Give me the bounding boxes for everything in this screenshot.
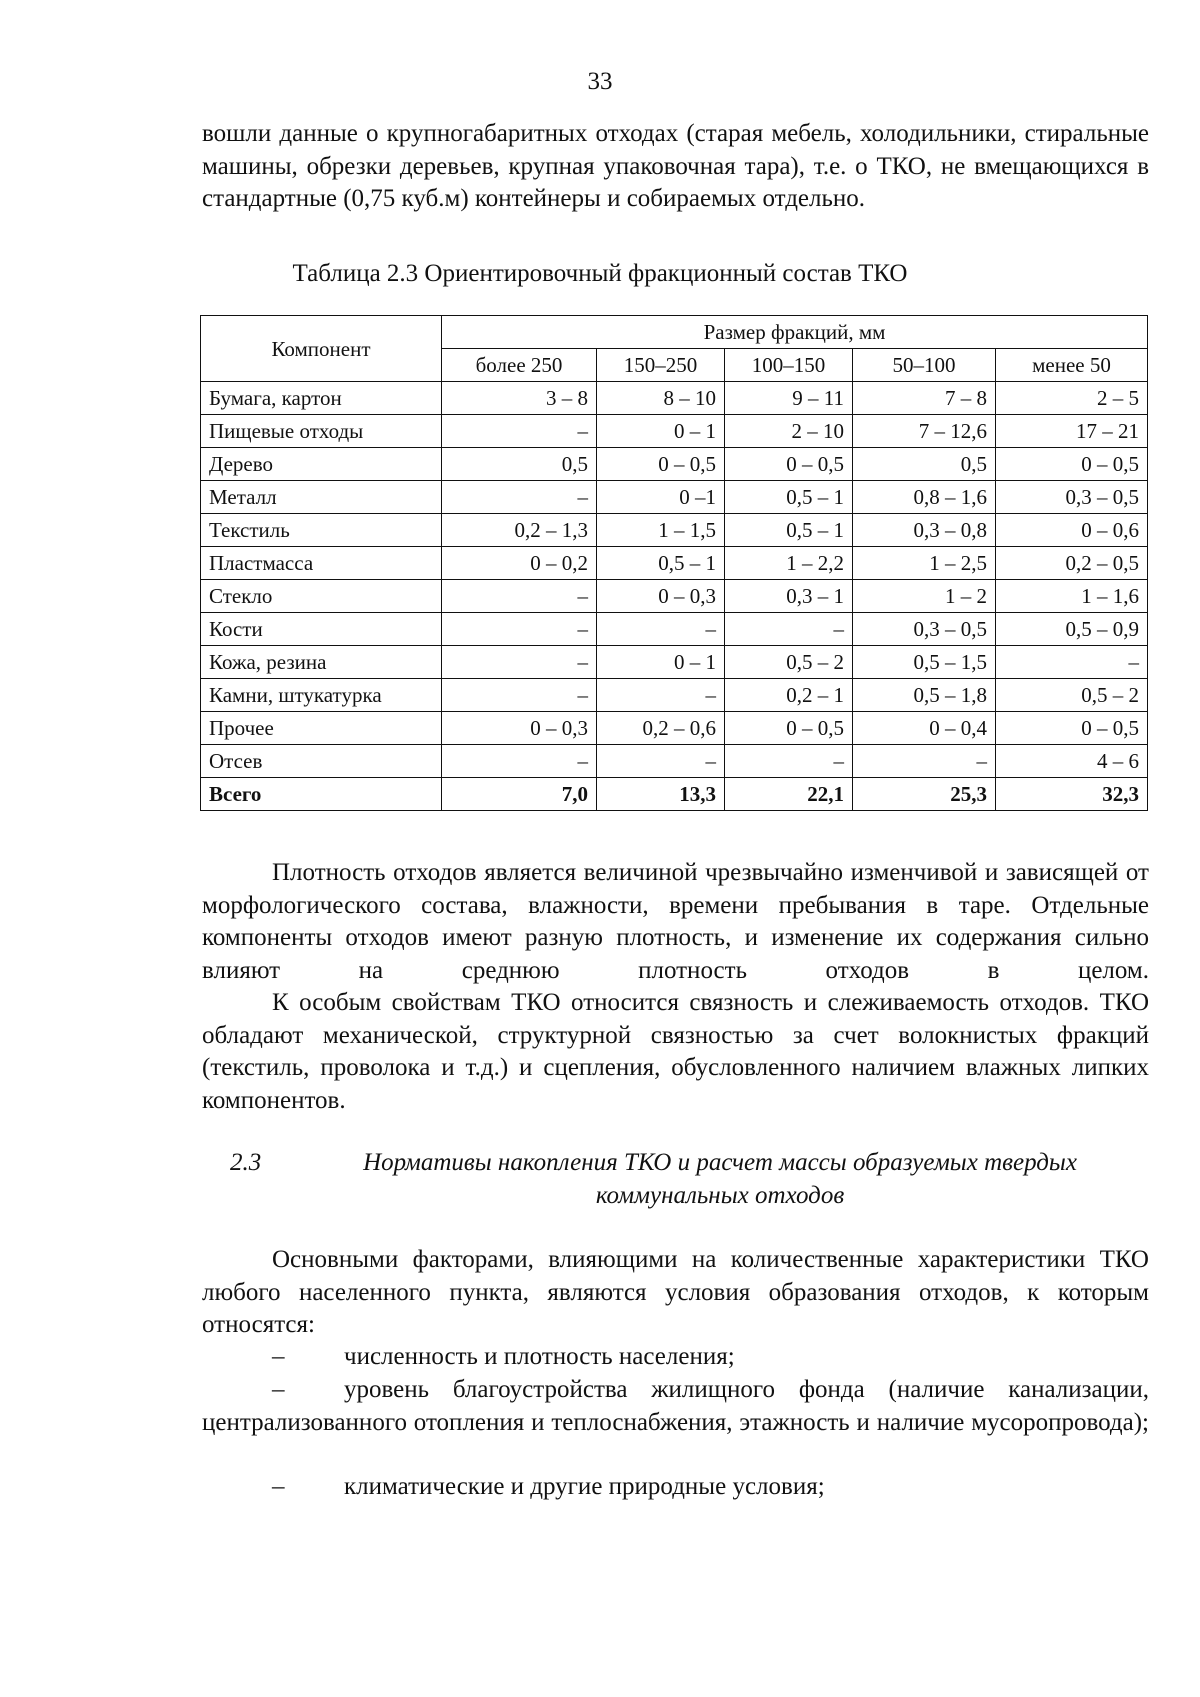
fraction-value: – — [442, 613, 597, 646]
total-row — [201, 778, 1148, 811]
fraction-value: 0,3 – 0,5 — [853, 613, 996, 646]
fraction-value: 0 – 0,5 — [725, 448, 853, 481]
column-header: 150–250 — [597, 349, 725, 382]
fraction-value: 0,5 — [853, 448, 996, 481]
fraction-size-header: Размер фракций, мм — [442, 316, 1148, 349]
component-name: Стекло — [201, 580, 442, 613]
fraction-value: 1 – 2 — [853, 580, 996, 613]
fraction-value: 0 – 0,5 — [996, 712, 1148, 745]
list-dash: – — [272, 1343, 285, 1370]
list-item-text: уровень благоустройства жилищного фонда (наличие канализации, централизованного отопления и теплоснабжения, этажность и наличие мусоропровода); — [202, 1376, 1149, 1436]
list-item-text: численность и плотность населения; — [344, 1343, 735, 1370]
table-caption: Таблица 2.3 Ориентировочный фракционный состав ТКО — [292, 260, 908, 287]
fraction-value: – — [996, 646, 1148, 679]
fraction-value: 7 – 8 — [853, 382, 996, 415]
component-name: Кости — [201, 613, 442, 646]
fraction-value: 9 – 11 — [725, 382, 853, 415]
component-name: Прочее — [201, 712, 442, 745]
component-name: Пищевые отходы — [201, 415, 442, 448]
fraction-value: 0,3 – 0,8 — [853, 514, 996, 547]
table-body — [201, 382, 1148, 811]
fraction-value: 22,1 — [725, 778, 853, 811]
column-header: менее 50 — [996, 349, 1148, 382]
fraction-value: 7 – 12,6 — [853, 415, 996, 448]
list-item — [202, 1471, 1149, 1504]
fraction-table — [200, 315, 1148, 811]
table-row — [201, 547, 1148, 580]
table-row — [201, 712, 1148, 745]
fraction-value: 0 – 0,6 — [996, 514, 1148, 547]
fraction-value: 0 – 0,4 — [853, 712, 996, 745]
fraction-value: 0,2 – 0,5 — [996, 547, 1148, 580]
component-name: Камни, штукатурка — [201, 679, 442, 712]
fraction-value: – — [853, 745, 996, 778]
section-title: Нормативы накопления ТКО и расчет массы образуемых твердых коммунальных отходов — [363, 1149, 1077, 1209]
fraction-value: – — [442, 481, 597, 514]
list-dash: – — [272, 1473, 285, 1500]
component-name: Дерево — [201, 448, 442, 481]
fraction-value: – — [597, 679, 725, 712]
fraction-value: 0 – 0,5 — [996, 448, 1148, 481]
fraction-value: 32,3 — [996, 778, 1148, 811]
fraction-value: 0 – 1 — [597, 415, 725, 448]
fraction-value: 0 – 0,3 — [597, 580, 725, 613]
fraction-value: 0,3 – 1 — [725, 580, 853, 613]
fraction-value: 2 – 10 — [725, 415, 853, 448]
fraction-value: 0,5 – 2 — [725, 646, 853, 679]
list-dash: – — [272, 1376, 285, 1403]
fraction-value: 0,2 – 1,3 — [442, 514, 597, 547]
list-item-text: климатические и другие природные условия; — [344, 1473, 825, 1500]
fraction-value: – — [597, 613, 725, 646]
table-row — [201, 580, 1148, 613]
table-row — [201, 415, 1148, 448]
fraction-value: 0,3 – 0,5 — [996, 481, 1148, 514]
fraction-value: 2 – 5 — [996, 382, 1148, 415]
component-name: Металл — [201, 481, 442, 514]
fraction-value: 0 – 0,2 — [442, 547, 597, 580]
table-row — [201, 382, 1148, 415]
fraction-value: 0 – 1 — [597, 646, 725, 679]
table-row — [201, 613, 1148, 646]
component-name: Всего — [201, 778, 442, 811]
fraction-value: 0 – 0,3 — [442, 712, 597, 745]
fraction-value: – — [442, 679, 597, 712]
table-row — [201, 745, 1148, 778]
fraction-value: – — [442, 646, 597, 679]
fraction-value: – — [597, 745, 725, 778]
fraction-value: 7,0 — [442, 778, 597, 811]
fraction-value: – — [442, 745, 597, 778]
fraction-value: 1 – 1,6 — [996, 580, 1148, 613]
column-header: 100–150 — [725, 349, 853, 382]
fraction-value: 0 – 0,5 — [725, 712, 853, 745]
fraction-value: 4 – 6 — [996, 745, 1148, 778]
fraction-value: 0,5 – 1,8 — [853, 679, 996, 712]
table-row — [201, 646, 1148, 679]
fraction-value: 0,5 – 1,5 — [853, 646, 996, 679]
fraction-value: 0,8 – 1,6 — [853, 481, 996, 514]
fraction-value: 1 – 2,2 — [725, 547, 853, 580]
factors-paragraph: Основными факторами, влияющими на количественные характеристики ТКО любого населенного пункта, являются условия образования отходов, к которым относятся: — [202, 1246, 1149, 1338]
fraction-value: 25,3 — [853, 778, 996, 811]
table-row — [201, 514, 1148, 547]
fraction-value: 1 – 1,5 — [597, 514, 725, 547]
page-number: 33 — [587, 68, 613, 95]
fraction-value: 8 – 10 — [597, 382, 725, 415]
column-header: 50–100 — [853, 349, 996, 382]
fraction-value: 0 – 0,5 — [597, 448, 725, 481]
fraction-value: – — [442, 580, 597, 613]
table-row — [201, 481, 1148, 514]
section-heading — [220, 1146, 1140, 1212]
component-name: Пластмасса — [201, 547, 442, 580]
fraction-value: 0,5 — [442, 448, 597, 481]
fraction-value: 1 – 2,5 — [853, 547, 996, 580]
fraction-value: 0,5 – 1 — [725, 514, 853, 547]
list-item — [202, 1374, 1149, 1439]
fraction-value: 17 – 21 — [996, 415, 1148, 448]
fraction-value: 0,5 – 2 — [996, 679, 1148, 712]
column-header: более 250 — [442, 349, 597, 382]
table-row — [201, 448, 1148, 481]
fraction-value: 0,5 – 1 — [597, 547, 725, 580]
fraction-value: 13,3 — [597, 778, 725, 811]
fraction-value: 0 –1 — [597, 481, 725, 514]
section-number: 2.3 — [230, 1149, 262, 1176]
fraction-value: 0,2 – 1 — [725, 679, 853, 712]
component-name: Отсев — [201, 745, 442, 778]
component-name: Бумага, картон — [201, 382, 442, 415]
fraction-value: – — [442, 415, 597, 448]
table-row — [201, 679, 1148, 712]
density-paragraph: Плотность отходов является величиной чрезвычайно изменчивой и зависящей от морфологического состава, влажности, времени пребывания в таре. Отдельные компоненты отходов имеют разную плотность, и изменение их содержания сильно влияют на среднюю плотность отходов в целом. — [202, 859, 1149, 984]
list-item — [202, 1341, 1149, 1374]
fraction-value: 0,5 – 0,9 — [996, 613, 1148, 646]
cohesion-paragraph: К особым свойствам ТКО относится связность и слеживаемость отходов. ТКО обладают механической, структурной связностью за счет волокнистых фракций (текстиль, проволока и т.д.) и сцепления, обусловленного наличием влажных липких компонентов. — [202, 989, 1149, 1114]
fraction-value: – — [725, 613, 853, 646]
fraction-value: 0,5 – 1 — [725, 481, 853, 514]
fraction-value: 3 – 8 — [442, 382, 597, 415]
fraction-value: 0,2 – 0,6 — [597, 712, 725, 745]
component-name: Текстиль — [201, 514, 442, 547]
component-header: Компонент — [201, 316, 442, 382]
component-name: Кожа, резина — [201, 646, 442, 679]
intro-paragraph: вошли данные о крупногабаритных отходах (старая мебель, холодильники, стиральные машины, обрезки деревьев, крупная упаковочная тара), т.е. о ТКО, не вмещающихся в стандартные (0,75 куб.м) контейнеры и собираемых отдельно. — [202, 120, 1149, 212]
fraction-value: – — [725, 745, 853, 778]
